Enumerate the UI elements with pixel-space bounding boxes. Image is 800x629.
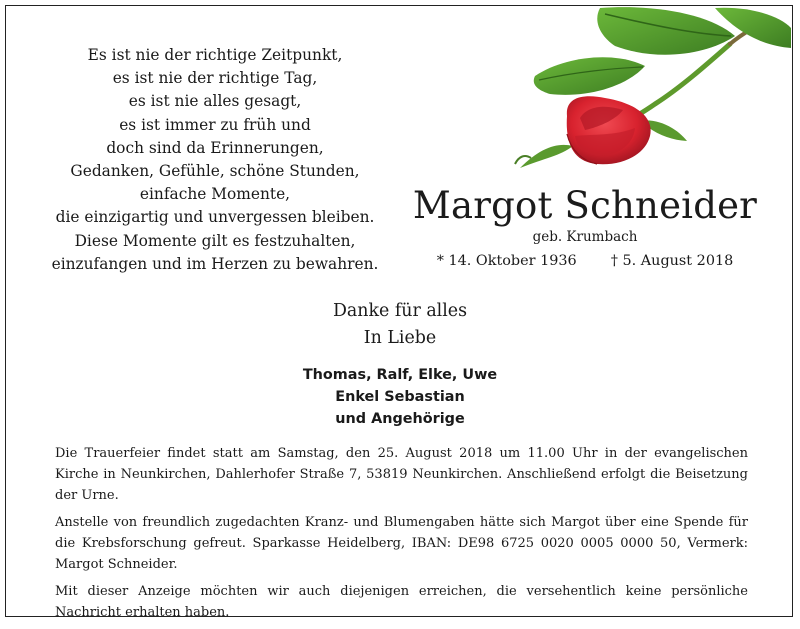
thanks-line: In Liebe	[363, 328, 437, 348]
deceased-name: Margot Schneider	[412, 184, 758, 227]
poem-line: die einzigartig und unvergessen bleiben.	[55, 208, 375, 227]
poem-line: einfache Momente,	[139, 185, 291, 204]
donation-notice: Anstelle von freundlich zugedachten Kranz- und Blumengaben hätte sich Margot über eine Spende für die Krebsforschung gefreut. Sparkasse Heidelberg, IBAN: DE98 6725 0020 0005 0000 50, Vermerk: Margot Schneider.	[55, 515, 748, 572]
family-signature	[200, 364, 600, 431]
birth-name: geb. Krumbach	[532, 229, 638, 245]
poem-line: es ist nie der richtige Tag,	[112, 69, 318, 88]
announcement-notice: Mit dieser Anzeige möchten wir auch diejenigen erreichen, die versehentlich keine persönliche Nachricht erhalten haben.	[55, 584, 748, 620]
thanks-line: Danke für alles	[332, 301, 468, 321]
poem-line: es ist nie alles gesagt,	[128, 92, 302, 111]
poem-line: doch sind da Erinnerungen,	[106, 138, 324, 157]
poem-line: Gedanken, Gefühle, schöne Stunden,	[70, 162, 360, 181]
poem-line: es ist immer zu früh und	[119, 115, 311, 134]
birth-date: * 14. Oktober 1936	[436, 253, 577, 269]
funeral-notice: Die Trauerfeier findet statt am Samstag, den 25. August 2018 um 11.00 Uhr in der evangelischen Kirche in Neunkirchen, Dahlerhofer Straße 7, 53819 Neunkirchen. Anschließend erfolgt die Beisetzung der Urne.	[55, 446, 748, 503]
thanks-message	[200, 298, 600, 352]
family-line: und Angehörige	[335, 411, 465, 428]
life-dates	[412, 250, 758, 272]
notes	[55, 443, 748, 629]
family-line: Enkel Sebastian	[335, 389, 465, 406]
family-line: Thomas, Ralf, Elke, Uwe	[302, 367, 498, 383]
rose-icon	[505, 6, 791, 176]
poem-line: Es ist nie der richtige Zeitpunkt,	[87, 46, 343, 64]
poem-line: einzufangen und im Herzen zu bewahren.	[51, 254, 379, 273]
death-date: † 5. August 2018	[610, 253, 734, 269]
poem	[30, 44, 400, 276]
poem-line: Diese Momente gilt es festzuhalten,	[74, 231, 356, 250]
